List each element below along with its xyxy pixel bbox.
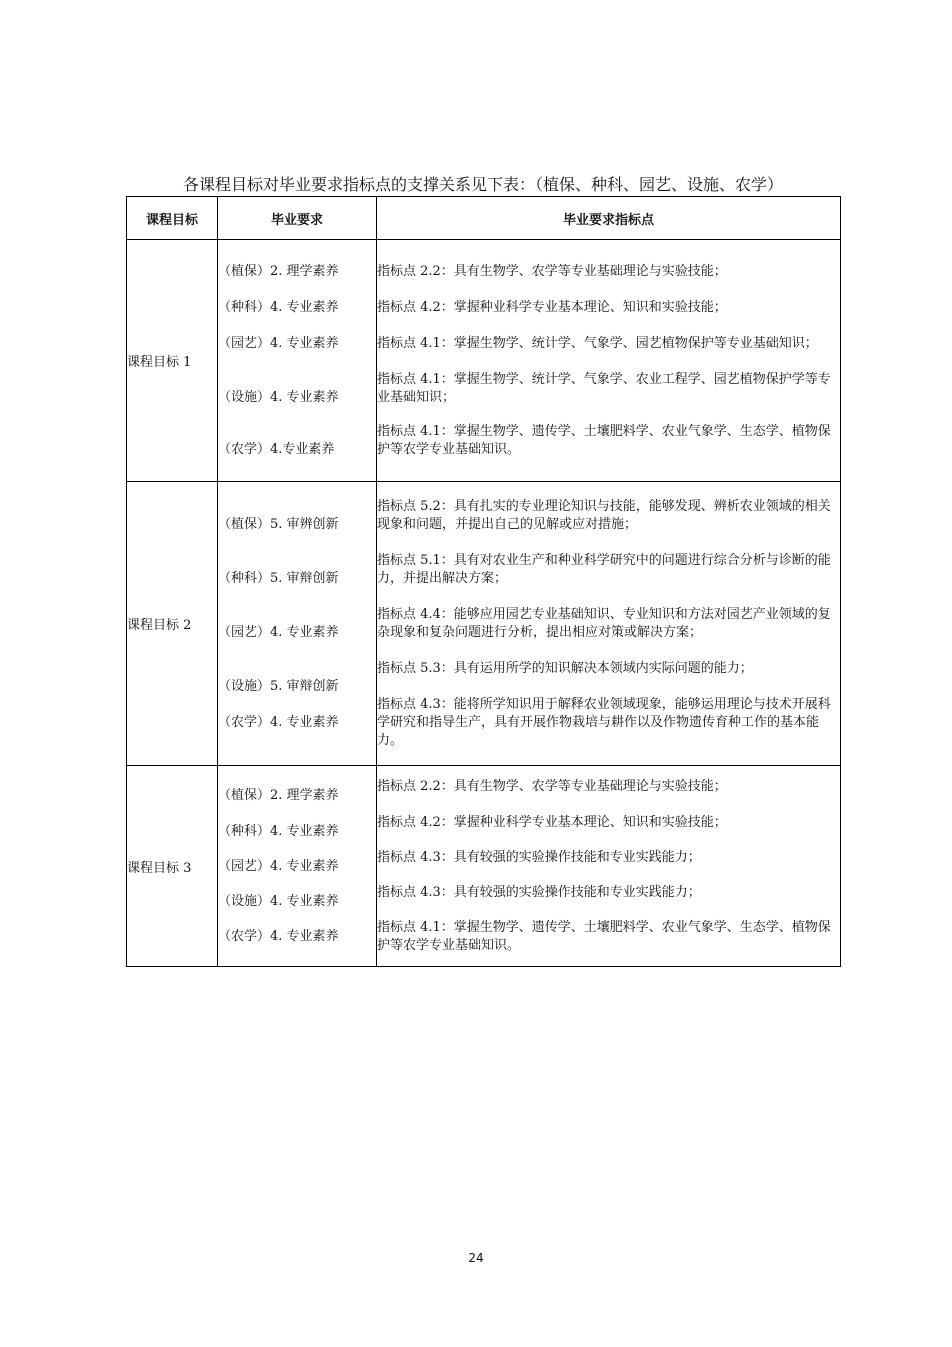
- indicator-item: 指标点 4.1：掌握生物学、统计学、气象学、农业工程学、园艺植物保护学等专业基础知识；: [377, 371, 831, 405]
- requirement-item: （植保）2. 理学素养: [218, 263, 339, 279]
- requirement-item: （农学）4. 专业素养: [218, 714, 339, 730]
- indicator-cell: [377, 240, 841, 482]
- indicator-item: 指标点 4.3：具有较强的实验操作技能和专业实践能力；: [377, 849, 701, 865]
- page-number: 24: [468, 1251, 484, 1265]
- requirement-item: （种科）4. 专业素养: [218, 823, 339, 839]
- indicator-item: 指标点 4.2：掌握种业科学专业基本理论、知识和实验技能；: [377, 299, 727, 315]
- requirement-item: （设施）4. 专业素养: [218, 893, 339, 909]
- requirement-cell: [218, 766, 377, 967]
- table-header-row: [127, 197, 841, 240]
- requirement-item: （园艺）4. 专业素养: [218, 335, 339, 351]
- requirement-cell: [218, 482, 377, 766]
- indicator-item: 指标点 4.3：具有较强的实验操作技能和专业实践能力；: [377, 884, 701, 900]
- indicator-item: 指标点 4.1：掌握生物学、统计学、气象学、园艺植物保护等专业基础知识；: [377, 335, 818, 351]
- support-matrix-table: [126, 196, 841, 967]
- indicator-item: 指标点 4.3：能将所学知识用于解释农业领域现象，能够运用理论与技术开展科学研究和指导生产，具有开展作物栽培与耕作以及作物遗传育种工作的基本能力。: [377, 696, 831, 748]
- requirement-item: （农学）4. 专业素养: [218, 928, 339, 944]
- indicator-item: 指标点 5.3：具有运用所学的知识解决本领域内实际问题的能力；: [377, 660, 753, 676]
- indicator-item: 指标点 4.1：掌握生物学、遗传学、土壤肥料学、农业气象学、生态学、植物保护等农学专业基础知识。: [377, 423, 831, 457]
- requirement-item: （设施）4. 专业素养: [218, 389, 339, 405]
- requirement-item: （种科）5. 审辩创新: [218, 570, 339, 586]
- requirement-item: （植保）2. 理学素养: [218, 787, 339, 803]
- header-course-goal: 课程目标: [127, 197, 218, 240]
- table-row-goal-1: [127, 240, 841, 482]
- indicator-item: 指标点 5.2：具有扎实的专业理论知识与技能，能够发现、辨析农业领域的相关现象和问题，并提出自己的见解或应对措施；: [377, 498, 831, 532]
- table-row-goal-3: [127, 766, 841, 967]
- course-goal-cell: 课程目标 1: [127, 240, 218, 482]
- table-caption: 各课程目标对毕业要求指标点的支撑关系见下表：（植保、种科、园艺、设施、农学）: [182, 175, 783, 194]
- requirement-item: （植保）5. 审辨创新: [218, 516, 339, 532]
- indicator-item: 指标点 4.2：掌握种业科学专业基本理论、知识和实验技能；: [377, 814, 727, 830]
- indicator-cell: [377, 766, 841, 967]
- indicator-item: 指标点 2.2：具有生物学、农学等专业基础理论与实验技能；: [377, 778, 727, 794]
- indicator-cell: [377, 482, 841, 766]
- indicator-item: 指标点 4.1：掌握生物学、遗传学、土壤肥料学、农业气象学、生态学、植物保护等农学专业基础知识。: [377, 919, 831, 953]
- requirement-item: （种科）4. 专业素养: [218, 299, 339, 315]
- indicator-item: 指标点 5.1：具有对农业生产和种业科学研究中的问题进行综合分析与诊断的能力，并提出解决方案；: [377, 552, 831, 586]
- requirement-item: （设施）5. 审辩创新: [218, 678, 339, 694]
- requirement-item: （农学）4.专业素养: [218, 441, 335, 457]
- requirement-cell: [218, 240, 377, 482]
- indicator-item: 指标点 4.4：能够应用园艺专业基础知识、专业知识和方法对园艺产业领域的复杂现象和复杂问题进行分析，提出相应对策或解决方案；: [377, 606, 831, 640]
- course-goal-cell: 课程目标 2: [127, 482, 218, 766]
- requirement-item: （园艺）4. 专业素养: [218, 624, 339, 640]
- header-indicator-point: 毕业要求指标点: [377, 197, 841, 240]
- course-goal-cell: 课程目标 3: [127, 766, 218, 967]
- indicator-item: 指标点 2.2：具有生物学、农学等专业基础理论与实验技能；: [377, 263, 727, 279]
- table-row-goal-2: [127, 482, 841, 766]
- header-graduation-requirement: 毕业要求: [218, 197, 377, 240]
- requirement-item: （园艺）4. 专业素养: [218, 858, 339, 874]
